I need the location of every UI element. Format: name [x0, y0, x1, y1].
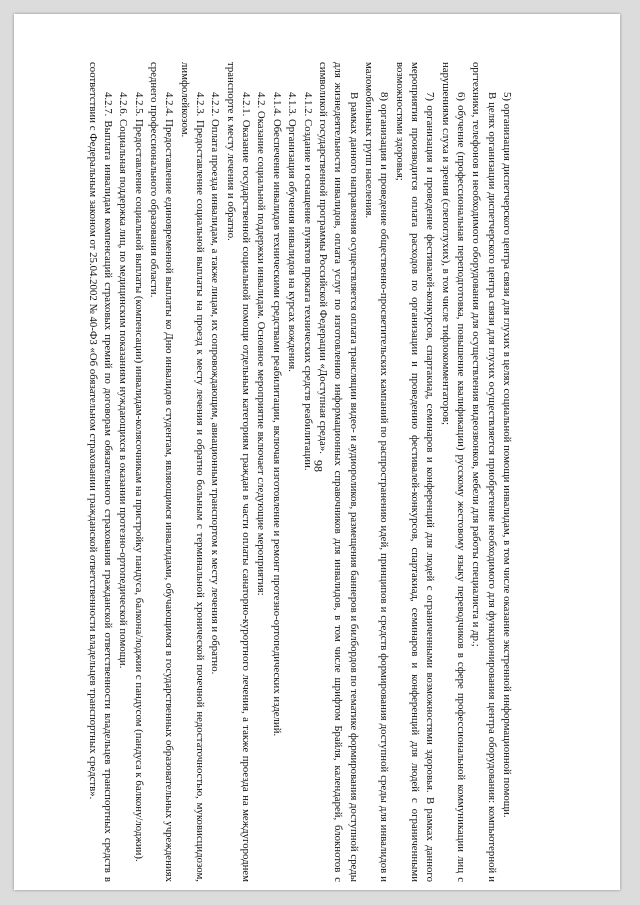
paragraph-4-1-3: 4.1.3. Организация обучения инвалидов на курсах вождения.: [286, 92, 299, 372]
paragraph-item-5: 5) организация диспетчерского центра связи для глухих в целях социальной помощи инвалидам, в том числе оказание экстренной информационной помощи.: [501, 92, 513, 818]
paragraph-4-2-2: 4.2.2. Оплата проезда инвалидам, а также лицам, их сопровождающим, авиационным транспортом к месту лечения и обратно.: [209, 92, 222, 675]
paragraph-4-2-5: 4.2.5. Предоставление социальной выплаты (компенсации) инвалидам-колясочникам на пристройку пандуса, балкона/лоджии с пандусом (пандуса к балкону/лоджии).: [132, 92, 145, 862]
rotated-text-block: [44, 62, 514, 882]
page-number: 98: [311, 460, 326, 472]
paragraph-4-2: 4.2. Оказание социальной поддержки инвалидам. Основное мероприятие включает следующие мероприятия:: [255, 92, 268, 596]
paragraph-dispatch-center-equipment: В целях организации диспетчерского центра связи для глухих осуществляется приобретение необходимого для функционирования центра оборудования: компьютерной и оргтехники, телефонов и необходимого оборудования для осуществления видеозвонков, мебели для работы специалиста и др.;: [470, 62, 498, 882]
paragraph-item-6: 6) обучение (профессиональная переподготовка, повышение квалификации) русскому жестовому языку переводчиков в сфере профессиональной коммуникации лиц с нарушениями слуха и зрения (слепоглухих), в том числе тифлокомментаторов;: [439, 62, 467, 882]
paragraph-4-1-2: 4.1.2. Создание и оснащение пунктов проката технических средств реабилитации.: [301, 92, 314, 471]
document-page: [14, 14, 620, 890]
paragraph-item-7: 7) организация и проведение фестивалей-конкурсов, спартакиад, семинаров и конференций для людей с ограниченными возможностями здоровья. В рамках данного мероприятия производится оплата расходов по организации и проведению фестивалей-конкурсов, спартакиад, семинаров и конференций для людей с ограниченными возможностями здоровья;: [393, 62, 437, 882]
paragraph-item-8: 8) организация и проведение общественно-просветительских кампаний по распространению идей, принципов и средств формирования доступной среды для инвалидов и маломобильных групп населения.: [362, 62, 391, 882]
paragraph-campaign-details: В рамках данного направления осуществляется оплата трансляции видео- и аудиороликов, размещения баннеров и билбордов по тематике формирования доступной среды для жизнедеятельности инвалидов, оплата услуг по изготовлению информационных справочников для инвалидов, в том числе шрифтом Брайля, календарей, блокнотов с символикой государственной программы Российской Федерации «Доступная среда».: [316, 62, 360, 882]
document-body: [44, 62, 514, 882]
paragraph-4-2-7: 4.2.7. Выплата инвалидам компенсаций страховых премий по договорам обязательного страхования гражданской ответственности владельцев транспортных средств в соответствии с Федеральным законом от 25.04.2002 № 40-ФЗ «Об обязательном страховании гражданской ответственности владельцев транспортных средств».: [86, 62, 115, 882]
paragraph-4-2-6: 4.2.6. Социальная поддержка лиц, по медицинским показаниям нуждающихся в оказании протезно-ортопедической помощи.: [117, 92, 130, 669]
paragraph-4-2-4: 4.2.4. Предоставление единовременной выплаты ко Дню инвалидов студентам, являющимся инвалидами, обучающимся в государственных образовательных учреждениях среднего профессионального образования области.: [148, 62, 176, 882]
paragraph-4-2-1: 4.2.1. Оказание государственной социальной помощи отдельным категориям граждан в части оплаты санаторно-курортного лечения, а также проезда на междугороднем транспорте к месту лечения и обратно.: [224, 62, 253, 882]
paragraph-4-2-3: 4.2.3. Предоставление социальной выплаты на проезд к месту лечения и обратно больным с терминальной хронической почечной недостаточностью, муковисцидозом, лимфолейкозом.: [178, 62, 207, 882]
paragraph-4-1-4: 4.1.4. Обеспечение инвалидов техническими средствами реабилитации, включая изготовление и ремонт протезно-ортопедических изделий.: [270, 92, 283, 737]
